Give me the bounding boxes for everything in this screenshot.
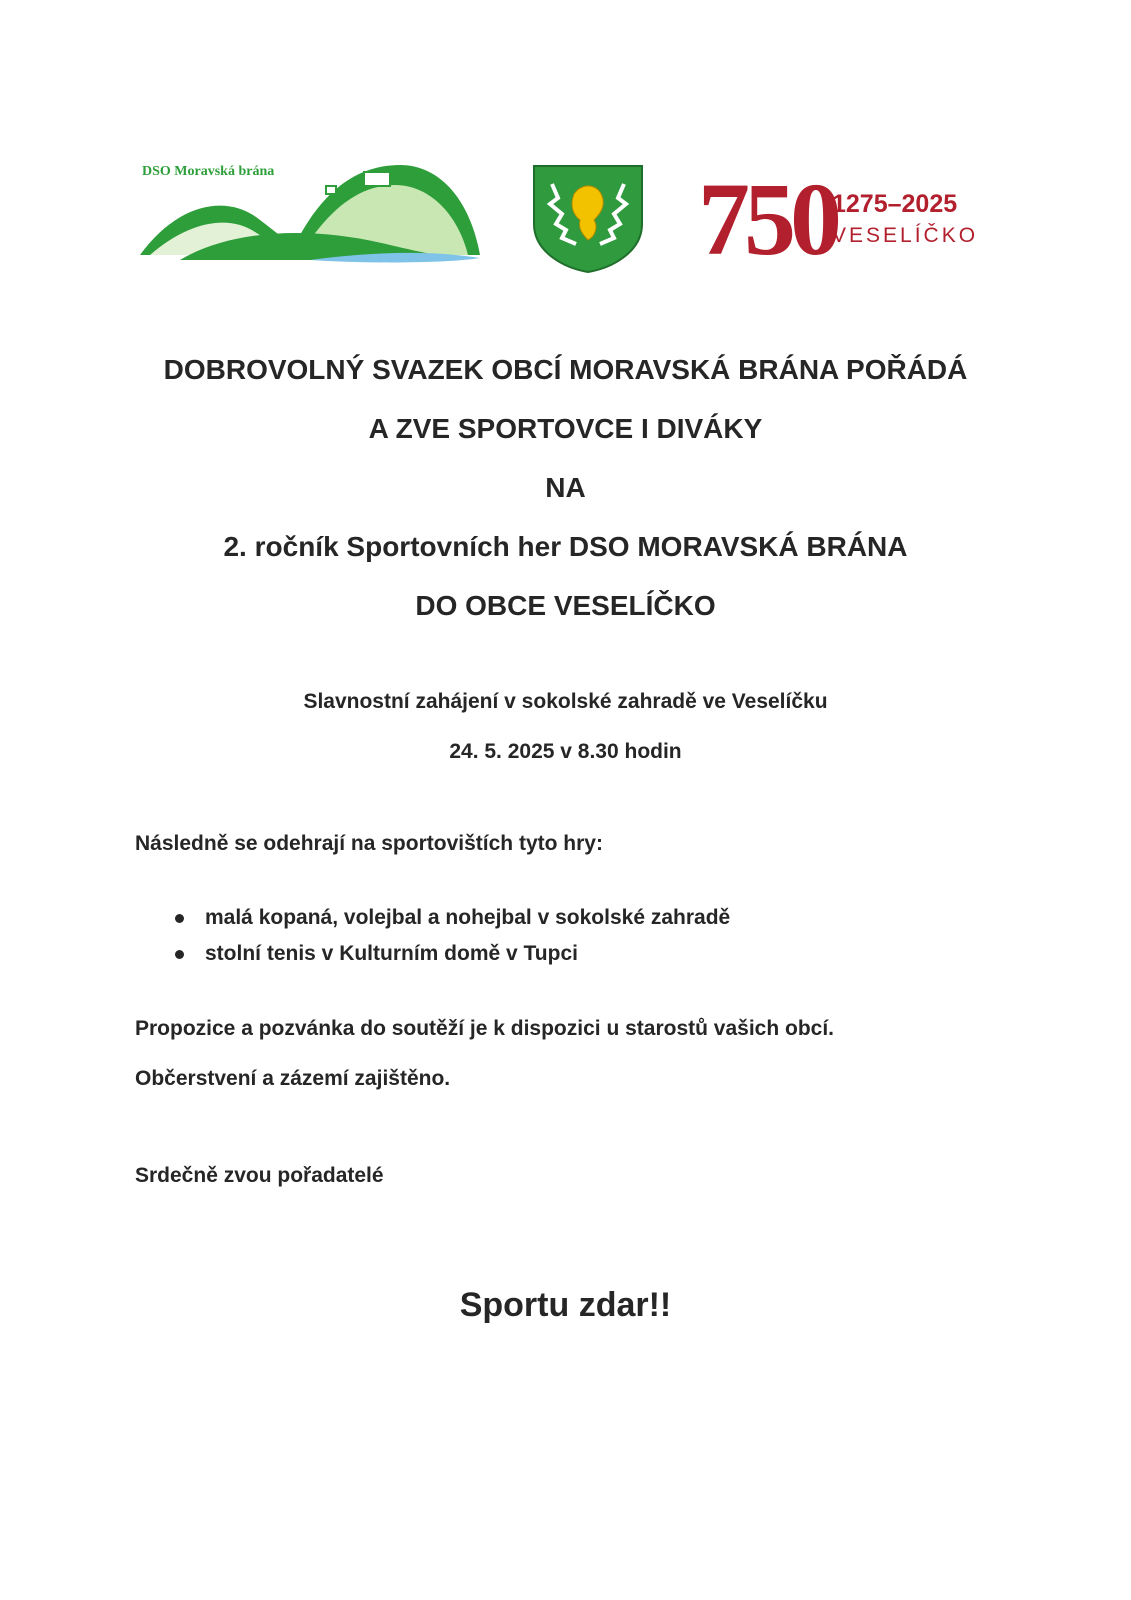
anniversary-years: 1275–2025 [832, 190, 958, 218]
closing-slogan: Sportu zdar!! [459, 1286, 672, 1324]
dso-moravska-brana-logo [140, 160, 490, 270]
list-item-text: malá kopaná, volejbal a nohejbal v sokolské zahradě [205, 906, 731, 929]
bullet-icon [175, 950, 184, 959]
heading-organizer: DOBROVOLNÝ SVAZEK OBCÍ MORAVSKÁ BRÁNA POŘÁDÁ [163, 354, 968, 385]
heading-location: DO OBCE VESELÍČKO [415, 590, 716, 621]
bullet-icon [175, 914, 184, 923]
list-item [175, 900, 730, 936]
list-item-text: stolní tenis v Kulturním domě v Tupci [205, 942, 578, 965]
coat-of-arms-icon [532, 164, 644, 274]
heading-na: NA [545, 472, 586, 503]
veselicko-crest [532, 164, 644, 274]
heading-invitation: A ZVE SPORTOVCE I DIVÁKY [368, 413, 763, 444]
opening-text: Slavnostní zahájení v sokolské zahradě ve Veselíčku [303, 690, 828, 713]
games-intro: Následně se odehrají na sportovištích tyto hry: [135, 832, 603, 855]
anniversary-village: VESELÍČKO [832, 224, 979, 247]
anniversary-number: 750 [698, 162, 836, 277]
opening-datetime: 24. 5. 2025 v 8.30 hodin [449, 740, 682, 763]
heading-event-title: 2. ročník Sportovních her DSO MORAVSKÁ BRÁNA [223, 531, 908, 562]
refreshments-info: Občerstvení a zázemí zajištěno. [135, 1067, 451, 1090]
anniversary-750-logo [698, 162, 1008, 277]
propositions-info: Propozice a pozvánka do soutěží je k dispozici u starostů vašich obcí. [135, 1017, 835, 1040]
list-item [175, 936, 730, 972]
games-list [175, 900, 730, 972]
invite-text: Srdečně zvou pořadatelé [135, 1164, 384, 1187]
dso-logo-text: DSO Moravská brána [142, 164, 275, 179]
